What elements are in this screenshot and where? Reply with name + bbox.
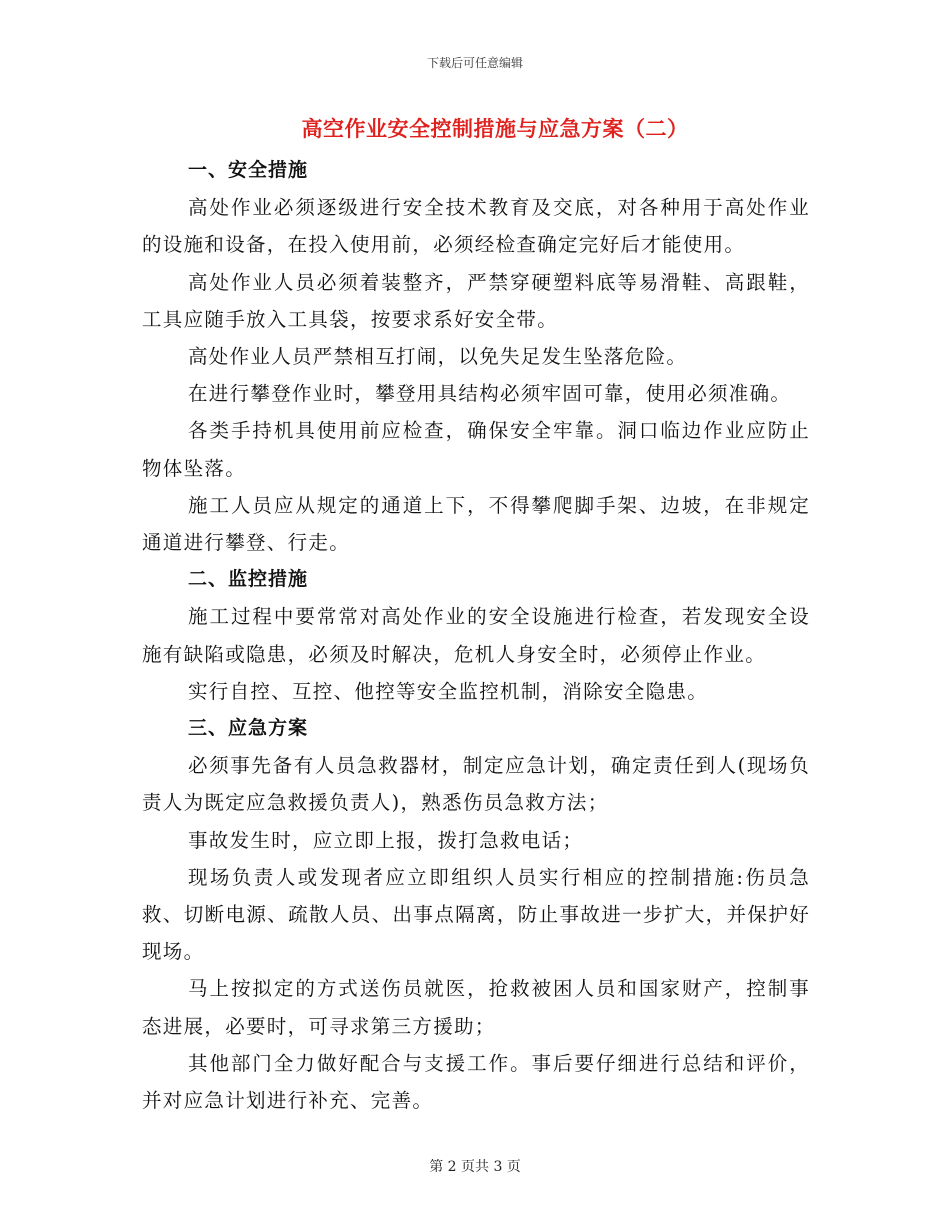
paragraph: 施工过程中要常常对高处作业的安全设施进行检查，若发现安全设施有缺陷或隐患，必须及时解决，危机人身安全时，必须停止作业。 xyxy=(142,605,810,666)
section-safety-measures xyxy=(142,152,810,561)
header-note: 下载后可任意编辑 xyxy=(426,56,523,70)
paragraph: 其他部门全力做好配合与支援工作。事后要仔细进行总结和评价，并对应急计划进行补充、完善。 xyxy=(142,1051,810,1113)
paragraph: 施工人员应从规定的通道上下，不得攀爬脚手架、边坡，在非规定通道进行攀登、行走。 xyxy=(142,493,810,555)
paragraph: 必须事先备有人员急救器材，制定应急计划，确定责任到人(现场负责人为既定应急救援负责人)，熟悉伤员急救方法； xyxy=(142,754,810,815)
paragraph: 事故发生时，应立即上报，拨打急救电话； xyxy=(188,828,584,852)
section-monitoring-measures xyxy=(142,561,810,710)
paragraph: 马上按拟定的方式送伤员就医，抢救被困人员和国家财产，控制事态进展，必要时，可寻求第三方援助； xyxy=(142,977,810,1038)
paragraph: 高处作业人员必须着装整齐，严禁穿硬塑料底等易滑鞋、高跟鞋，工具应随手放入工具袋，按要求系好安全带。 xyxy=(142,270,810,331)
paragraph: 高处作业必须逐级进行安全技术教育及交底，对各种用于高处作业的设施和设备，在投入使用前，必须经检查确定完好后才能使用。 xyxy=(142,196,810,257)
paragraph: 实行自控、互控、他控等安全监控机制，消除安全隐患。 xyxy=(188,679,709,703)
section-emergency-plan xyxy=(142,710,810,1119)
paragraph: 高处作业人员严禁相互打闹，以免失足发生坠落危险。 xyxy=(188,345,688,369)
paragraph: 各类手持机具使用前应检查，确保安全牢靠。洞口临边作业应防止物体坠落。 xyxy=(142,419,810,480)
page-number: 第 2 页共 3 页 xyxy=(429,1159,521,1175)
document-title: 高空作业安全控制措施与应急方案（二） xyxy=(301,116,689,141)
paragraph: 在进行攀登作业时，攀登用具结构必须牢固可靠，使用必须准确。 xyxy=(188,382,792,406)
document-body xyxy=(142,152,810,1119)
section-heading: 三、应急方案 xyxy=(188,717,309,740)
paragraph: 现场负责人或发现者应立即组织人员实行相应的控制措施:伤员急救、切断电源、疏散人员、出事点隔离，防止事故进一步扩大，并保护好现场。 xyxy=(142,865,810,964)
section-heading: 二、监控措施 xyxy=(188,568,309,591)
section-heading: 一、安全措施 xyxy=(188,159,309,181)
